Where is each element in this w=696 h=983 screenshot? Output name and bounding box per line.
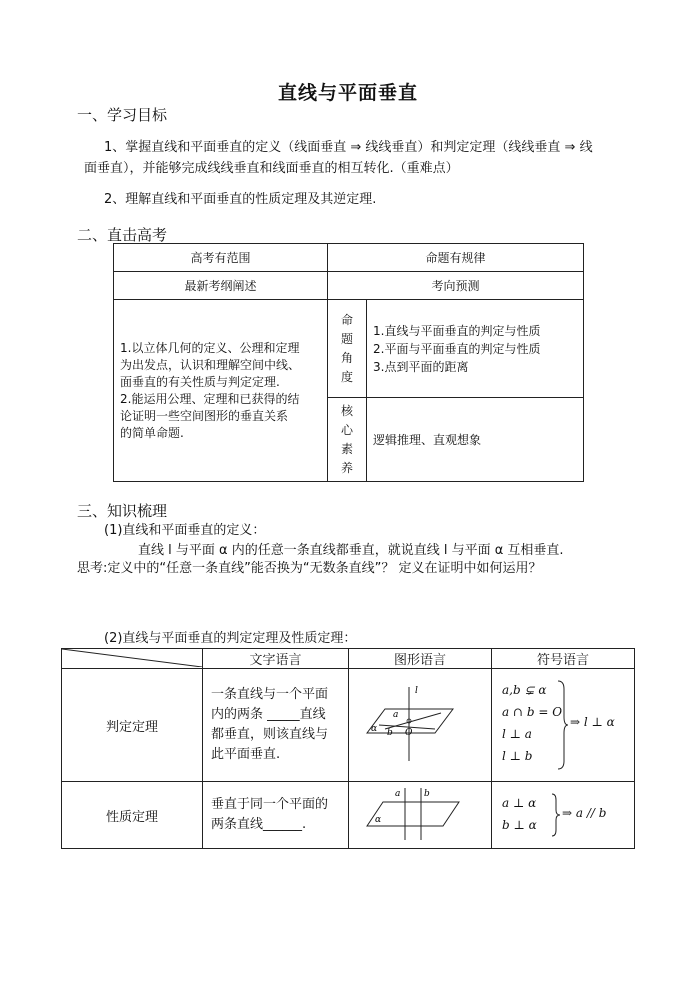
- column-header: 符号语言: [492, 649, 635, 669]
- row-name: 性质定理: [62, 782, 203, 849]
- header-cell: 高考有范围: [114, 244, 328, 272]
- symbol-line: a ∩ b = O: [502, 705, 563, 719]
- text-line: 垂直于同一个平面的: [211, 797, 329, 812]
- syllabus-cell: [114, 300, 328, 482]
- header-cell: 命题有规律: [328, 244, 584, 272]
- row-name: 判定定理: [62, 669, 203, 782]
- label-char: 角: [340, 350, 353, 365]
- text-line: 两条直线______.: [211, 817, 307, 832]
- label-char: 度: [340, 369, 353, 384]
- text-line: 内的两条 _____直线: [211, 707, 326, 722]
- list-item: 3.点到平面的距离: [373, 359, 469, 374]
- plane-perpendicular-line-figure: [349, 669, 491, 777]
- goal-item-1-line2: 面垂直），并能够完成线线垂直和线面垂直的相互转化.（重难点）: [84, 161, 459, 176]
- parallel-lines-figure: [349, 782, 491, 844]
- syllabus-line: 的简单命题.: [120, 425, 184, 440]
- label-char: 养: [340, 460, 353, 475]
- exam-table: [113, 243, 584, 482]
- label-o: O: [405, 728, 413, 738]
- topic-angle-label: [328, 300, 367, 398]
- label-l: l: [415, 686, 418, 696]
- label-alpha: α: [371, 724, 378, 734]
- list-item: 1.直线与平面垂直的判定与性质: [373, 323, 541, 338]
- right-brace: [550, 792, 560, 838]
- goal-item-1-line1: 1、掌握直线和平面垂直的定义（线面垂直 ⇒ 线线垂直）和判定定理（线线垂直 ⇒ 线: [104, 140, 593, 155]
- label-a: a: [393, 710, 399, 720]
- goal-item-2: 2、理解直线和平面垂直的性质定理及其逆定理.: [104, 192, 377, 207]
- syllabus-line: 1.以立体几何的定义、公理和定理: [120, 340, 300, 355]
- syllabus-line: 2.能运用公理、定理和已获得的结: [120, 391, 300, 406]
- label-a: a: [395, 789, 401, 799]
- label-b: b: [424, 789, 430, 799]
- syllabus-line: 为出发点，认识和理解空间中线、: [120, 357, 301, 372]
- row2-symbol-cell: [492, 782, 635, 849]
- subheading-theorems: (2)直线与平面垂直的判定定理及性质定理：: [104, 631, 357, 646]
- row1-symbol-cell: [492, 669, 635, 782]
- symbol-line: l ⊥ b: [502, 749, 533, 763]
- conclusion: ⇒ a // b: [562, 806, 607, 820]
- text-line: 一条直线与一个平面: [211, 687, 329, 702]
- label-alpha: α: [375, 815, 382, 825]
- right-brace: [556, 679, 568, 771]
- core-literacy-text: 逻辑推理、直观想象: [367, 398, 584, 482]
- thinking-question: 思考:定义中的“任意一条直线”能否换为“无数条直线”？ 定义在证明中如何运用？: [77, 561, 542, 576]
- definition-text: 直线 l 与平面 α 内的任意一条直线都垂直，就说直线 l 与平面 α 互相垂直.: [138, 543, 564, 558]
- column-header: 文字语言: [203, 649, 349, 669]
- syllabus-line: 论证明一些空间图形的垂直关系: [120, 408, 289, 423]
- label-char: 核: [340, 403, 353, 418]
- subheading-definition: (1)直线和平面垂直的定义：: [104, 523, 266, 538]
- row1-figure-cell: [349, 669, 492, 782]
- symbol-line: a ⊥ α: [502, 796, 537, 810]
- symbol-line: b ⊥ α: [502, 818, 537, 832]
- column-header: 图形语言: [349, 649, 492, 669]
- symbol-line: a,b ⊊ α: [502, 683, 547, 697]
- symbol-lines: [502, 792, 537, 836]
- header-cell: 考向预测: [328, 272, 584, 300]
- header-cell: 最新考纲阐述: [114, 272, 328, 300]
- section2-heading: 二、直击高考: [77, 226, 168, 244]
- section1-heading: 一、学习目标: [77, 106, 168, 124]
- label-char: 心: [340, 422, 353, 437]
- row2-text-cell: [203, 782, 349, 849]
- text-line: 此平面垂直.: [211, 747, 281, 762]
- row2-figure-cell: [349, 782, 492, 849]
- symbol-lines: [502, 679, 562, 767]
- diagonal-header-cell: [62, 649, 203, 669]
- topic-angle-list: [367, 300, 584, 398]
- label-b: b: [387, 728, 393, 738]
- label-char: 题: [340, 331, 353, 346]
- syllabus-line: 面垂直的有关性质与判定定理.: [120, 374, 280, 389]
- symbol-line: l ⊥ a: [502, 727, 532, 741]
- diagonal-line: [62, 649, 202, 667]
- list-item: 2.平面与平面垂直的判定与性质: [373, 341, 541, 356]
- theorem-table: [61, 648, 635, 849]
- section3-heading: 三、知识梳理: [77, 502, 168, 520]
- conclusion: ⇒ l ⊥ α: [570, 715, 615, 729]
- page-title: 直线与平面垂直: [277, 82, 418, 104]
- core-literacy-label: [328, 398, 367, 482]
- label-char: 素: [340, 441, 353, 456]
- text-line: 都垂直，则该直线与: [211, 727, 329, 742]
- row1-text-cell: [203, 669, 349, 782]
- label-char: 命: [340, 312, 353, 327]
